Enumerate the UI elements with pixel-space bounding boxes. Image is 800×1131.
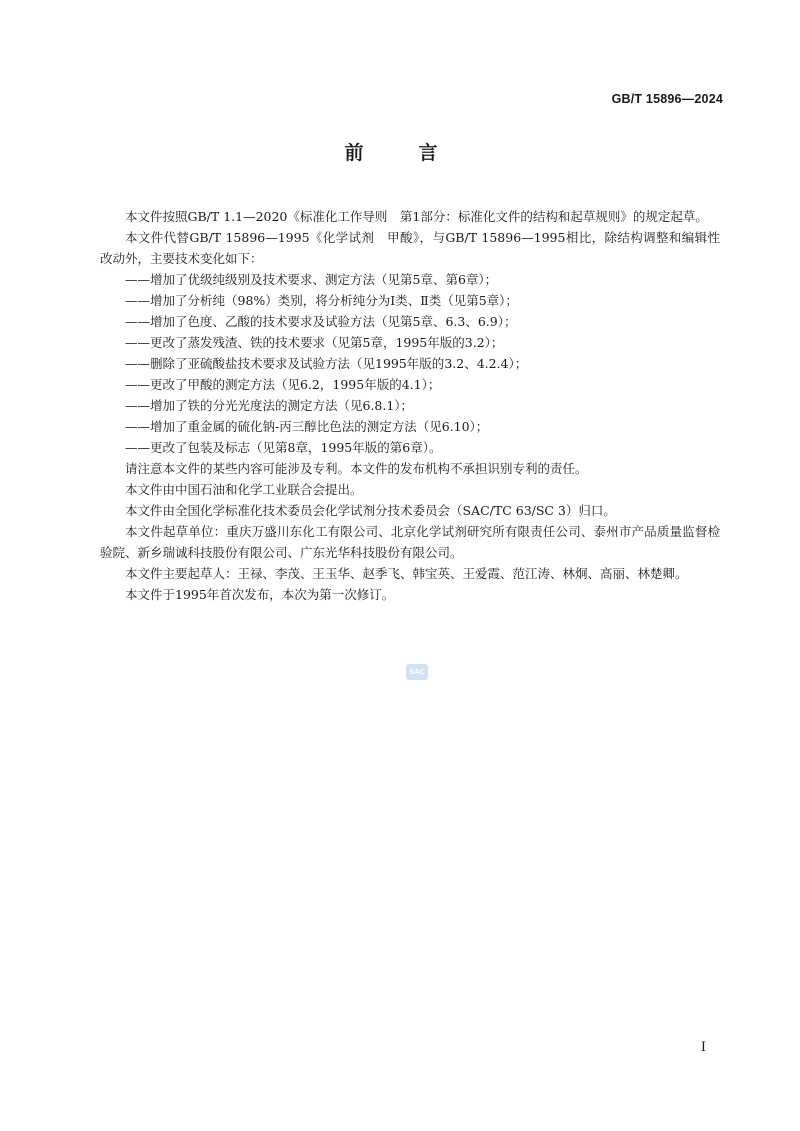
change-item: ——增加了重金属的硫化钠-丙三醇比色法的测定方法（见6.10）； xyxy=(125,419,489,434)
change-item: ——删除了亚硫酸盐技术要求及试验方法（见1995年版的3.2、4.2.4）； xyxy=(125,356,528,371)
paragraph: 本文件于1995年首次发布，本次为第一次修订。 xyxy=(125,587,395,602)
paragraph: 本文件由中国石油和化学工业联合会提出。 xyxy=(125,482,363,497)
change-item: ——更改了包装及标志（见第8章，1995年版的第6章）。 xyxy=(125,440,442,455)
change-item: ——增加了色度、乙酸的技术要求及试验方法（见第5章、6.3、6.9）； xyxy=(125,314,517,329)
change-item: ——更改了蒸发残渣、铁的技术要求（见第5章，1995年版的3.2）； xyxy=(125,335,504,350)
page-number: I xyxy=(700,1040,706,1055)
change-item: ——增加了铁的分光光度法的测定方法（见6.8.1）； xyxy=(125,398,414,413)
paragraph: 本文件代替GB/T 15896—1995《化学试剂 甲酸》，与GB/T 15896—1995相比，除结构调整和编辑性改动外，主要技术变化如下： xyxy=(100,230,720,266)
paragraph: 请注意本文件的某些内容可能涉及专利。本文件的发布机构不承担识别专利的责任。 xyxy=(125,461,588,476)
foreword-body xyxy=(100,206,720,605)
standard-code: GB/T 15896—2024 xyxy=(611,92,723,106)
change-item: ——增加了分析纯（98%）类别，将分析纯分为Ⅰ类、Ⅱ类（见第5章）； xyxy=(125,293,518,308)
paragraph: 本文件主要起草人：王禄、李茂、王玉华、赵季飞、韩宝英、王爱霞、范江涛、林炯、高丽、林楚卿。 xyxy=(125,566,688,581)
paragraph: 本文件起草单位：重庆万盛川东化工有限公司、北京化学试剂研究所有限责任公司、泰州市产品质量监督检验院、新乡瑞诚科技股份有限公司、广东光华科技股份有限公司。 xyxy=(100,524,720,560)
page-title: 前 言 xyxy=(344,142,456,164)
paragraph: 本文件按照GB/T 1.1—2020《标准化工作导则 第1部分：标准化文件的结构和起草规则》的规定起草。 xyxy=(125,209,708,224)
change-item: ——更改了甲酸的测定方法（见6.2，1995年版的4.1）； xyxy=(125,377,441,392)
paragraph: 本文件由全国化学标准化技术委员会化学试剂分技术委员会（SAC/TC 63/SC 3）归口。 xyxy=(125,503,616,518)
sac-watermark-icon: SAC xyxy=(406,664,428,680)
change-item: ——增加了优级纯级别及技术要求、测定方法（见第5章、第6章）； xyxy=(125,272,498,287)
